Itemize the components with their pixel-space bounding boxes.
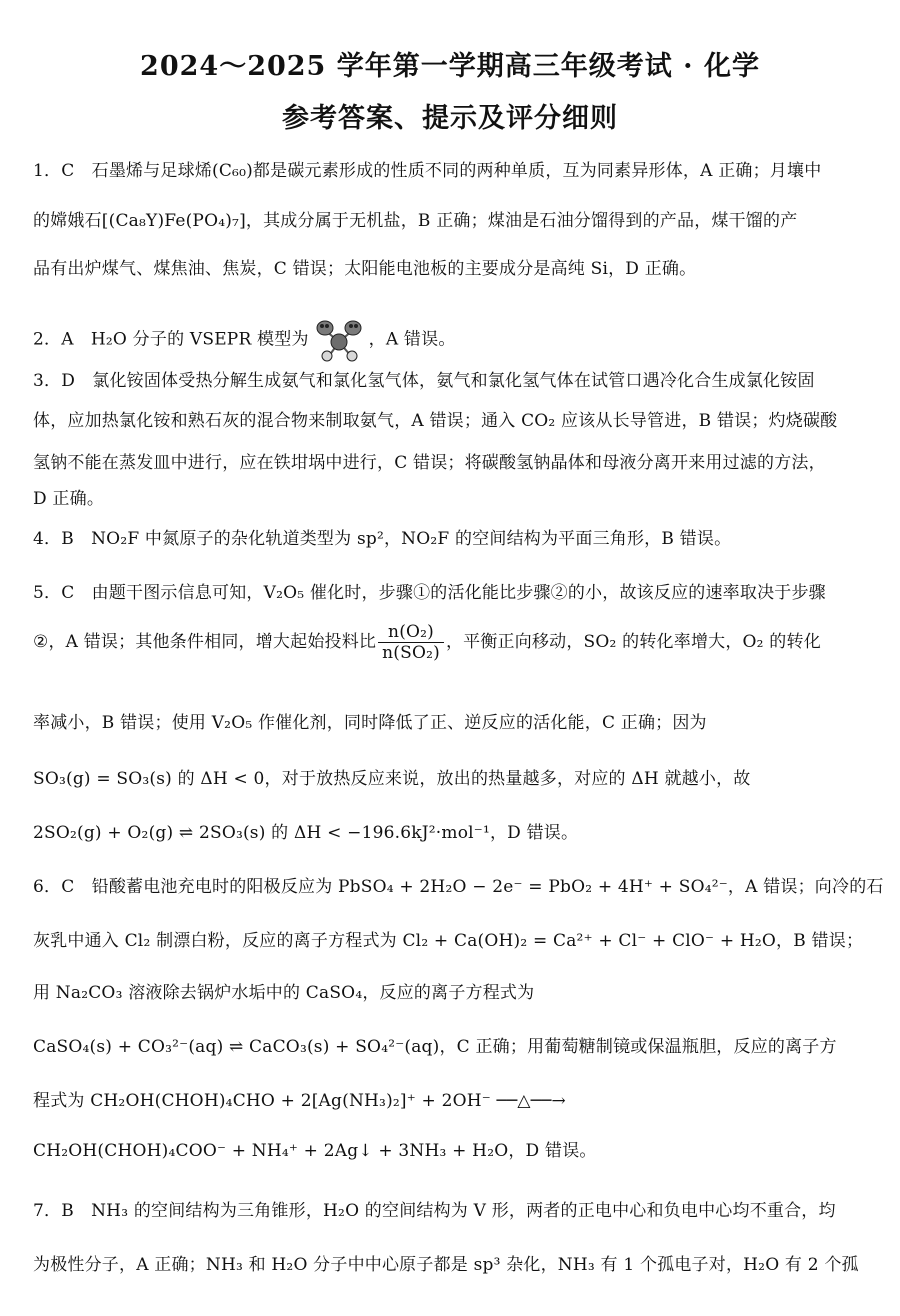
fraction-numerator: n(O₂) [378,622,444,643]
page-subtitle: 参考答案、提示及评分细则 [282,103,618,134]
answer-3-line-3: 氢钠不能在蒸发皿中进行，应在铁坩埚中进行，C 错误；将碳酸氢钠晶体和母液分离开来用过滤的方法， [33,453,826,473]
answer-5-text-b: ，平衡正向移动，SO₂ 的转化率增大，O₂ 的转化 [445,632,821,652]
vsepr-model-icon [311,318,367,362]
answer-6-line-6: CH₂OH(CHOH)₄COO⁻ + NH₄⁺ + 2Ag↓ + 3NH₃ + H₂O，D 错误。 [33,1141,597,1161]
answer-4-line: 4．B NO₂F 中氮原子的杂化轨道类型为 sp²，NO₂F 的空间结构为平面三角形，B 错误。 [33,529,732,549]
answer-1-line-3: 品有出炉煤气、煤焦油、焦炭，C 错误；太阳能电池板的主要成分是高纯 Si，D 正确。 [33,259,697,279]
answer-3-line-4: D 正确。 [33,489,105,509]
answer-2-line [33,318,873,362]
answer-7-line-2: 为极性分子，A 正确；NH₃ 和 H₂O 分子中中心原子都是 sp³ 杂化，NH₃ 有 1 个孤电子对，H₂O 有 2 个孤 [33,1255,859,1275]
answer-5-line-4: SO₃(g) = SO₃(s) 的 ΔH < 0，对于放热反应来说，放出的热量越多，对应的 ΔH 就越小，故 [33,769,751,789]
fraction-denominator: n(SO₂) [382,643,440,663]
answer-5-line-1: 5．C 由题干图示信息可知，V₂O₅ 催化时，步骤①的活化能比步骤②的小，故该反应的速率取决于步骤 [33,583,826,603]
answer-6-line-4: CaSO₄(s) + CO₃²⁻(aq) ⇌ CaCO₃(s) + SO₄²⁻(aq)，C 正确；用葡萄糖制镜或保温瓶胆，反应的离子方 [33,1037,837,1057]
answer-3-line-1: 3．D 氯化铵固体受热分解生成氨气和氯化氢气体，氨气和氯化氢气体在试管口遇冷化合生成氯化铵固 [33,371,815,391]
answer-6-line-2: 灰乳中通入 Cl₂ 制漂白粉，反应的离子方程式为 Cl₂ + Ca(OH)₂ = Ca²⁺ + Cl⁻ + ClO⁻ + H₂O，B 错误； [33,931,864,951]
answer-5-line-5: 2SO₂(g) + O₂(g) ⇌ 2SO₃(s) 的 ΔH < −196.6kJ²·mol⁻¹，D 错误。 [33,823,579,843]
answer-6-line-1: 6．C 铅酸蓄电池充电时的阳极反应为 PbSO₄ + 2H₂O − 2e⁻ = PbO₂ + 4H⁺ + SO₄²⁻，A 错误；向冷的石 [33,877,884,897]
answer-7-line-1: 7．B NH₃ 的空间结构为三角锥形，H₂O 的空间结构为 V 形，两者的正电中心和负电中心均不重合，均 [33,1201,836,1221]
answer-5-text-a: ②，A 错误；其他条件相同，增大起始投料比 [33,632,377,652]
answer-5-line-3: 率减小，B 错误；使用 V₂O₅ 作催化剂，同时降低了正、逆反应的活化能，C 正确；因为 [33,713,707,733]
answer-1-line-1: 1．C 石墨烯与足球烯(C₆₀)都是碳元素形成的性质不同的两种单质，互为同素异形体，A 正确；月壤中 [33,161,822,181]
answer-6-line-5: 程式为 CH₂OH(CHOH)₄CHO + 2[Ag(NH₃)₂]⁺ + 2OH⁻ ──△──→ [33,1091,566,1111]
answer-2-text: 2．A H₂O 分子的 VSEPR 模型为 [33,329,309,350]
answer-3-line-2: 体，应加热氯化铵和熟石灰的混合物来制取氨气，A 错误；通入 CO₂ 应该从长导管进，B 错误；灼烧碳酸 [33,411,838,431]
answer-5-line-2 [33,622,873,663]
answer-2-tail: ，A 错误。 [368,329,456,350]
feed-ratio-fraction [378,622,444,663]
page-title: 2024～2025 学年第一学期高三年级考试 · 化学 [140,51,760,82]
answer-1-line-2: 的嫦娥石[(Ca₈Y)Fe(PO₄)₇]，其成分属于无机盐，B 正确；煤油是石油分馏得到的产品，煤干馏的产 [33,211,798,231]
answer-6-line-3: 用 Na₂CO₃ 溶液除去锅炉水垢中的 CaSO₄，反应的离子方程式为 [33,983,535,1003]
